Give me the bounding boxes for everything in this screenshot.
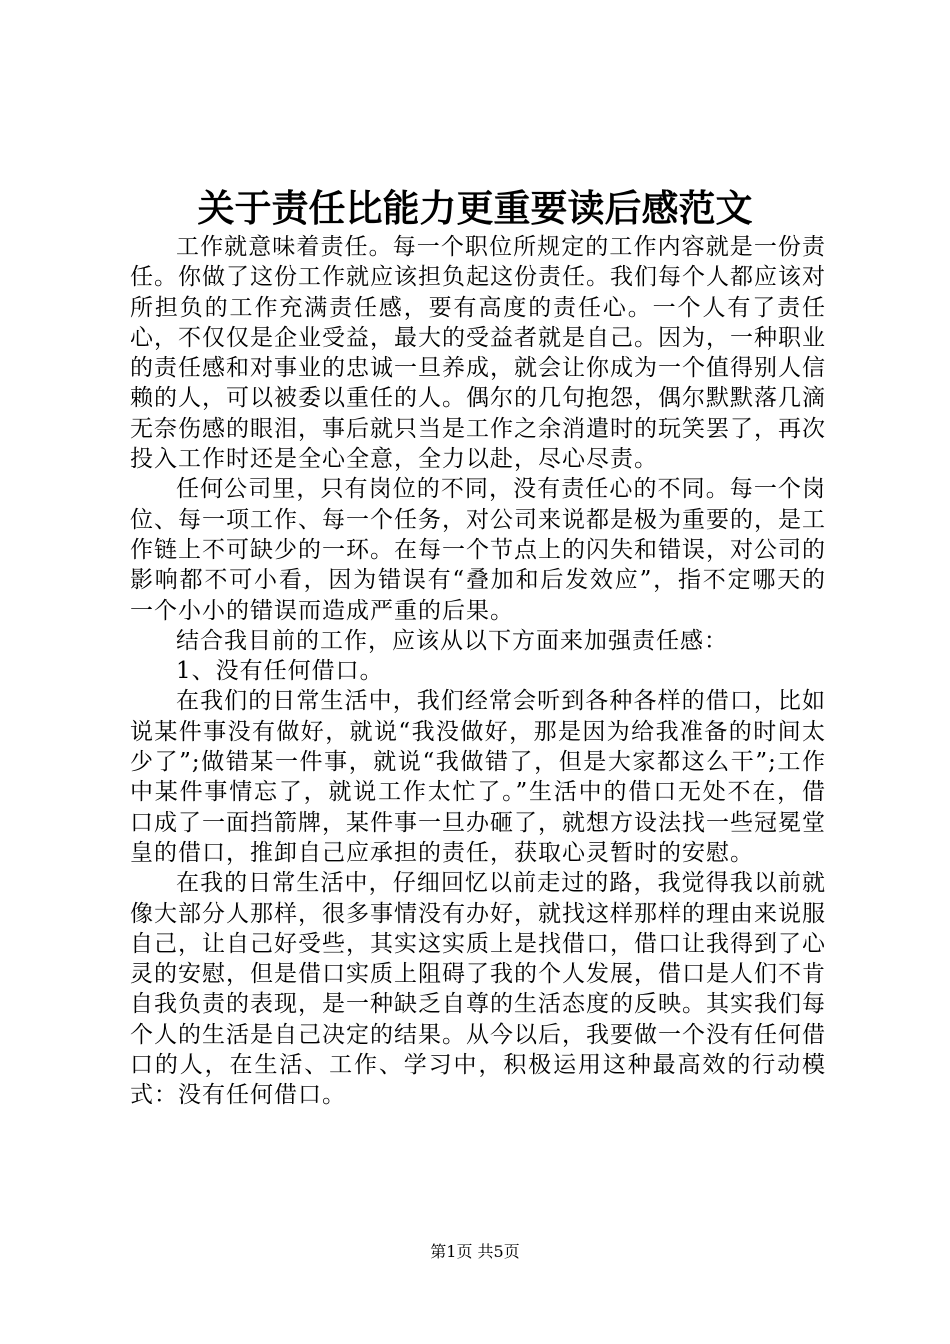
paragraph-1: 工作就意味着责任。每一个职位所规定的工作内容就是一份责任。你做了这份工作就应该担负起这份责任。我们每个人都应该对所担负的工作充满责任感，要有高度的责任心。一个人有了责任心，不仅仅是企业受益，最大的受益者就是自己。因为，一种职业的责任感和对事业的忠诚一旦养成，就会让你成为一个值得别人信赖的人，可以被委以重任的人。偶尔的几句抱怨，偶尔默默落几滴无奈伤感的眼泪，事后就只当是工作之余消遣时的玩笑罢了，再次投入工作时还是全心全意，全力以赴，尽心尽责。 [130, 234, 826, 473]
paragraph-2: 任何公司里，只有岗位的不同，没有责任心的不同。每一个岗位、每一项工作、每一个任务，对公司来说都是极为重要的，是工作链上不可缺少的一环。在每一个节点上的闪失和错误，对公司的影响都不可小看，因为错误有“叠加和后发效应”，指不定哪天的一个小小的错误而造成严重的后果。 [130, 476, 826, 624]
paragraph-3: 结合我目前的工作，应该从以下方面来加强责任感： [176, 627, 728, 654]
document-title: 关于责任比能力更重要读后感范文 [197, 186, 753, 230]
document-body [130, 232, 826, 1111]
page-footer: 第1页 共5页 [430, 1242, 520, 1261]
paragraph-5: 在我们的日常生活中，我们经常会听到各种各样的借口，比如说某件事没有做好，就说“我没做好，那是因为给我准备的时间太少了”;做错某一件事，就说“我做错了，但是大家都这么干”;工作中某件事情忘了，就说工作太忙了。”生活中的借口无处不在，借口成了一面挡箭牌，某件事一旦办砸了，就想方设法找一些冠冕堂皇的借口，推卸自己应承担的责任，获取心灵暂时的安慰。 [130, 688, 826, 866]
section-heading: 1、没有任何借口。 [176, 658, 384, 685]
paragraph-6: 在我的日常生活中，仔细回忆以前走过的路，我觉得我以前就像大部分人那样，很多事情没有办好，就找这样那样的理由来说服自己，让自己好受些，其实这实质上是找借口，借口让我得到了心灵的安慰，但是借口实质上阻碍了我的个人发展，借口是人们不肯自我负责的表现，是一种缺乏自尊的生活态度的反映。其实我们每个人的生活是自己决定的结果。从今以后，我要做一个没有任何借口的人，在生活、工作、学习中，积极运用这种最高效的行动模式：没有任何借口。 [130, 870, 826, 1109]
